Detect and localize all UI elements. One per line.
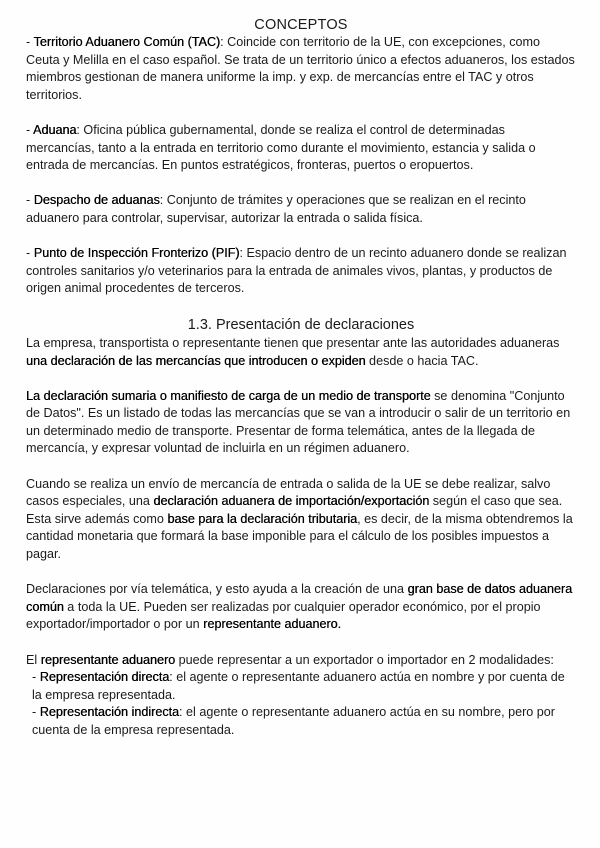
spacer xyxy=(26,564,576,582)
list-item-directa: - Representación directa: el agente o representante aduanero actúa en nombre y por cuenta de la empresa representada. xyxy=(32,670,565,702)
spacer xyxy=(26,228,576,246)
paragraph-3: Cuando se realiza un envío de mercancía de entrada o salida de la UE se debe realizar, salvo casos especiales, una declaración aduanera de importación/exportación según el caso que sea. Esta sirve además como base para la declaración tributaria, es decir, de la misma obtendremos la cantidad monetaria que formará la base imponible para el cálculo de los posibles impuestos a pagar. xyxy=(26,476,573,562)
paragraph-5: El representante aduanero puede representar a un exportador o importador en 2 modalidades: xyxy=(26,652,554,667)
paragraph-1: La empresa, transportista o representante tienen que presentar ante las autoridades aduaneras una declaración de las mercancías que introducen o expiden desde o hacia TAC. xyxy=(26,335,560,368)
concept-despacho: - Despacho de aduanas: Conjunto de trámites y operaciones que se realizan en el recinto aduanero para controlar, supervisar, autorizar la entrada o salida física. xyxy=(26,193,526,225)
term-tac: Territorio Aduanero Común (TAC) xyxy=(33,35,221,49)
spacer xyxy=(26,458,576,476)
term-aduana: Aduana xyxy=(33,122,77,137)
concept-aduana: - Aduana: Oficina pública gubernamental, donde se realiza el control de determinadas mercancías, tanto a la entrada en territorio como durante el movimiento, estancia y salida o entrada de mercancías. En puntos estratégicos, fronteras, puertos o eropuertos. xyxy=(26,122,536,173)
spacer xyxy=(26,370,576,388)
term-pif: Punto de Inspección Fronterizo (PIF) xyxy=(33,246,240,261)
term-despacho: Despacho de aduanas xyxy=(33,193,160,208)
paragraph-4: Declaraciones por vía telemática, y esto ayuda a la creación de una gran base de datos aduanera común a toda la UE. Pueden ser realizadas por cualquier operador económico, por el propio exportador/importador o por un representante aduanero. xyxy=(26,582,573,632)
section-title-conceptos: CONCEPTOS xyxy=(254,17,348,33)
concept-pif: - Punto de Inspección Fronterizo (PIF): Espacio dentro de un recinto aduanero donde se realizan controles sanitarios y/o veterinarios para la entrada de animales vivos, plantas, y productos de origen animal procedentes de terceros. xyxy=(26,246,567,296)
spacer xyxy=(26,634,576,652)
spacer xyxy=(26,298,576,316)
concept-tac: - Territorio Aduanero Común (TAC): Coincide con territorio de la UE, con excepciones, como Ceuta y Melilla en el caso español. Se trata de un territorio único a efectos aduaneros, los estados miembros gestionan de manera uniforme la imp. y exp. de mercancías entre el TAC y otros territorios. xyxy=(26,35,575,102)
paragraph-2: La declaración sumaria o manifiesto de carga de un medio de transporte se denomina "Conjunto de Datos". Es un listado de todas las mercancías que se van a introducir o salir de un territorio en un determinado medio de transporte. Presentar de forma telemática, antes de la llegada de mercancía, y expresar voluntad de incluirla en un régimen aduanero. xyxy=(26,388,571,456)
spacer xyxy=(26,104,576,122)
list-item-indirecta: - Representación indirecta: el agente o representante aduanero actúa en su nombre, pero por cuenta de la empresa representada. xyxy=(32,705,555,737)
section-title-presentacion: 1.3. Presentación de declaraciones xyxy=(187,316,415,333)
spacer xyxy=(26,175,576,193)
